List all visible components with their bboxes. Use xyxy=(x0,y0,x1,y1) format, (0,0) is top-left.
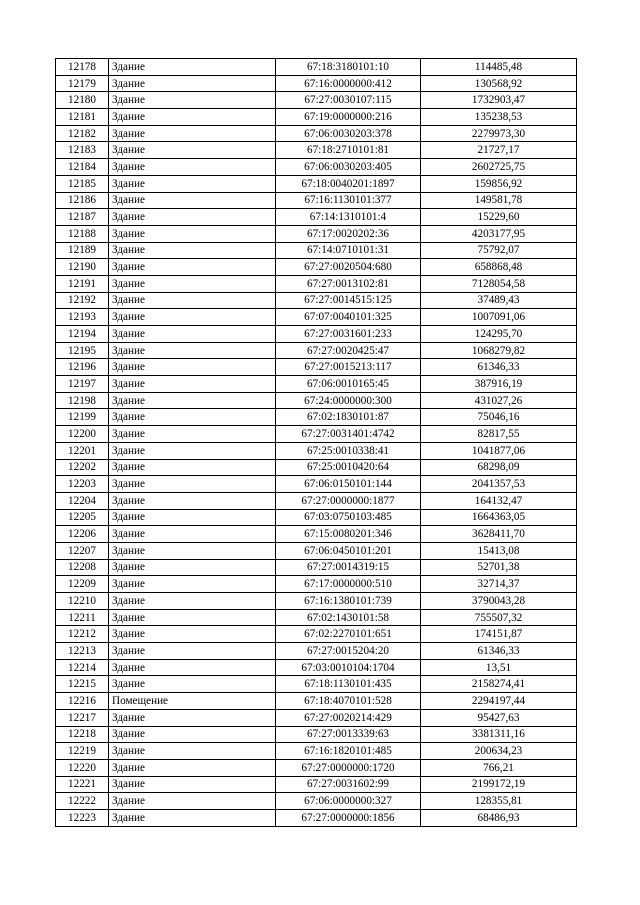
object-type-cell: Здание xyxy=(109,759,276,776)
cadastral-value-cell: 4203177,95 xyxy=(421,225,577,242)
row-number-cell: 12181 xyxy=(56,109,109,126)
cadastral-value-cell: 755507,32 xyxy=(421,609,577,626)
object-type-cell: Здание xyxy=(109,409,276,426)
cadastral-number-cell: 67:27:0031602:99 xyxy=(276,776,421,793)
object-type-cell: Здание xyxy=(109,609,276,626)
object-type-cell: Здание xyxy=(109,442,276,459)
row-number-cell: 12191 xyxy=(56,275,109,292)
cadastral-value-cell: 13,51 xyxy=(421,659,577,676)
object-type-cell: Здание xyxy=(109,75,276,92)
object-type-cell: Здание xyxy=(109,459,276,476)
object-type-cell: Здание xyxy=(109,142,276,159)
table-row xyxy=(56,693,577,710)
cadastral-value-cell: 15229,60 xyxy=(421,209,577,226)
table-row xyxy=(56,726,577,743)
row-number-cell: 12210 xyxy=(56,593,109,610)
table-row xyxy=(56,626,577,643)
table-row xyxy=(56,426,577,443)
cadastral-number-cell: 67:27:0020214:429 xyxy=(276,709,421,726)
property-table-body xyxy=(56,59,577,827)
cadastral-value-cell: 149581,78 xyxy=(421,192,577,209)
cadastral-value-cell: 1068279,82 xyxy=(421,342,577,359)
cadastral-value-cell: 128355,81 xyxy=(421,793,577,810)
cadastral-value-cell: 75792,07 xyxy=(421,242,577,259)
cadastral-value-cell: 200634,23 xyxy=(421,743,577,760)
object-type-cell: Здание xyxy=(109,659,276,676)
cadastral-number-cell: 67:27:0031401:4742 xyxy=(276,426,421,443)
table-row xyxy=(56,492,577,509)
cadastral-value-cell: 1732903,47 xyxy=(421,92,577,109)
row-number-cell: 12187 xyxy=(56,209,109,226)
cadastral-value-cell: 174151,87 xyxy=(421,626,577,643)
row-number-cell: 12195 xyxy=(56,342,109,359)
row-number-cell: 12215 xyxy=(56,676,109,693)
row-number-cell: 12200 xyxy=(56,426,109,443)
cadastral-number-cell: 67:14:1310101:4 xyxy=(276,209,421,226)
cadastral-value-cell: 3628411,70 xyxy=(421,526,577,543)
cadastral-value-cell: 95427,63 xyxy=(421,709,577,726)
row-number-cell: 12183 xyxy=(56,142,109,159)
cadastral-value-cell: 2602725,75 xyxy=(421,159,577,176)
table-row xyxy=(56,342,577,359)
object-type-cell: Здание xyxy=(109,259,276,276)
row-number-cell: 12201 xyxy=(56,442,109,459)
object-type-cell: Здание xyxy=(109,359,276,376)
table-row xyxy=(56,743,577,760)
cadastral-number-cell: 67:02:2270101:651 xyxy=(276,626,421,643)
table-row xyxy=(56,542,577,559)
cadastral-value-cell: 2041357,53 xyxy=(421,476,577,493)
cadastral-number-cell: 67:06:0030203:405 xyxy=(276,159,421,176)
cadastral-number-cell: 67:27:0014319:15 xyxy=(276,559,421,576)
object-type-cell: Здание xyxy=(109,593,276,610)
object-type-cell: Здание xyxy=(109,309,276,326)
row-number-cell: 12182 xyxy=(56,125,109,142)
cadastral-value-cell: 52701,38 xyxy=(421,559,577,576)
cadastral-value-cell: 82817,55 xyxy=(421,426,577,443)
object-type-cell: Здание xyxy=(109,476,276,493)
cadastral-value-cell: 135238,53 xyxy=(421,109,577,126)
cadastral-value-cell: 1041877,06 xyxy=(421,442,577,459)
row-number-cell: 12194 xyxy=(56,326,109,343)
cadastral-value-cell: 61346,33 xyxy=(421,359,577,376)
table-row xyxy=(56,275,577,292)
table-row xyxy=(56,309,577,326)
cadastral-number-cell: 67:27:0020425:47 xyxy=(276,342,421,359)
table-row xyxy=(56,376,577,393)
row-number-cell: 12188 xyxy=(56,225,109,242)
object-type-cell: Здание xyxy=(109,109,276,126)
row-number-cell: 12211 xyxy=(56,609,109,626)
object-type-cell: Здание xyxy=(109,242,276,259)
table-row xyxy=(56,776,577,793)
row-number-cell: 12221 xyxy=(56,776,109,793)
cadastral-number-cell: 67:25:0010338:41 xyxy=(276,442,421,459)
table-row xyxy=(56,809,577,826)
cadastral-number-cell: 67:06:0450101:201 xyxy=(276,542,421,559)
cadastral-number-cell: 67:27:0013102:81 xyxy=(276,275,421,292)
cadastral-number-cell: 67:25:0010420:64 xyxy=(276,459,421,476)
table-row xyxy=(56,659,577,676)
cadastral-number-cell: 67:27:0000000:1720 xyxy=(276,759,421,776)
row-number-cell: 12189 xyxy=(56,242,109,259)
row-number-cell: 12207 xyxy=(56,542,109,559)
cadastral-number-cell: 67:02:1430101:58 xyxy=(276,609,421,626)
object-type-cell: Здание xyxy=(109,159,276,176)
object-type-cell: Здание xyxy=(109,225,276,242)
table-row xyxy=(56,259,577,276)
cadastral-value-cell: 61346,33 xyxy=(421,643,577,660)
cadastral-value-cell: 130568,92 xyxy=(421,75,577,92)
table-row xyxy=(56,292,577,309)
cadastral-number-cell: 67:14:0710101:31 xyxy=(276,242,421,259)
cadastral-number-cell: 67:27:0015213:117 xyxy=(276,359,421,376)
cadastral-value-cell: 164132,47 xyxy=(421,492,577,509)
cadastral-number-cell: 67:18:0040201:1897 xyxy=(276,175,421,192)
row-number-cell: 12196 xyxy=(56,359,109,376)
table-row xyxy=(56,526,577,543)
object-type-cell: Здание xyxy=(109,192,276,209)
object-type-cell: Здание xyxy=(109,292,276,309)
object-type-cell: Здание xyxy=(109,59,276,76)
row-number-cell: 12213 xyxy=(56,643,109,660)
row-number-cell: 12218 xyxy=(56,726,109,743)
cadastral-number-cell: 67:07:0040101:325 xyxy=(276,309,421,326)
table-row xyxy=(56,175,577,192)
row-number-cell: 12193 xyxy=(56,309,109,326)
cadastral-number-cell: 67:18:4070101:528 xyxy=(276,693,421,710)
cadastral-number-cell: 67:18:2710101:81 xyxy=(276,142,421,159)
property-table xyxy=(55,58,577,827)
row-number-cell: 12208 xyxy=(56,559,109,576)
object-type-cell: Здание xyxy=(109,559,276,576)
object-type-cell: Здание xyxy=(109,342,276,359)
table-row xyxy=(56,509,577,526)
cadastral-value-cell: 3790043,28 xyxy=(421,593,577,610)
row-number-cell: 12223 xyxy=(56,809,109,826)
row-number-cell: 12203 xyxy=(56,476,109,493)
object-type-cell: Здание xyxy=(109,709,276,726)
cadastral-value-cell: 75046,16 xyxy=(421,409,577,426)
row-number-cell: 12219 xyxy=(56,743,109,760)
cadastral-number-cell: 67:24:0000000:300 xyxy=(276,392,421,409)
cadastral-number-cell: 67:27:0030107:115 xyxy=(276,92,421,109)
row-number-cell: 12197 xyxy=(56,376,109,393)
row-number-cell: 12222 xyxy=(56,793,109,810)
object-type-cell: Здание xyxy=(109,92,276,109)
cadastral-value-cell: 431027,26 xyxy=(421,392,577,409)
table-row xyxy=(56,793,577,810)
row-number-cell: 12212 xyxy=(56,626,109,643)
cadastral-number-cell: 67:06:0030203:378 xyxy=(276,125,421,142)
table-row xyxy=(56,643,577,660)
cadastral-value-cell: 1664363,05 xyxy=(421,509,577,526)
table-row xyxy=(56,609,577,626)
object-type-cell: Помещение xyxy=(109,693,276,710)
cadastral-value-cell: 68298,09 xyxy=(421,459,577,476)
cadastral-number-cell: 67:27:0000000:1856 xyxy=(276,809,421,826)
cadastral-number-cell: 67:27:0000000:1877 xyxy=(276,492,421,509)
row-number-cell: 12205 xyxy=(56,509,109,526)
cadastral-value-cell: 159856,92 xyxy=(421,175,577,192)
table-row xyxy=(56,476,577,493)
object-type-cell: Здание xyxy=(109,809,276,826)
object-type-cell: Здание xyxy=(109,376,276,393)
cadastral-number-cell: 67:18:1130101:435 xyxy=(276,676,421,693)
table-row xyxy=(56,59,577,76)
row-number-cell: 12214 xyxy=(56,659,109,676)
object-type-cell: Здание xyxy=(109,776,276,793)
cadastral-number-cell: 67:16:1130101:377 xyxy=(276,192,421,209)
object-type-cell: Здание xyxy=(109,726,276,743)
table-row xyxy=(56,576,577,593)
object-type-cell: Здание xyxy=(109,643,276,660)
cadastral-number-cell: 67:16:1380101:739 xyxy=(276,593,421,610)
cadastral-value-cell: 1007091,06 xyxy=(421,309,577,326)
cadastral-number-cell: 67:03:0010104:1704 xyxy=(276,659,421,676)
cadastral-number-cell: 67:16:0000000:412 xyxy=(276,75,421,92)
row-number-cell: 12178 xyxy=(56,59,109,76)
object-type-cell: Здание xyxy=(109,125,276,142)
object-type-cell: Здание xyxy=(109,326,276,343)
cadastral-number-cell: 67:27:0015204:20 xyxy=(276,643,421,660)
table-row xyxy=(56,359,577,376)
object-type-cell: Здание xyxy=(109,209,276,226)
cadastral-number-cell: 67:06:0010165:45 xyxy=(276,376,421,393)
cadastral-value-cell: 2199172,19 xyxy=(421,776,577,793)
cadastral-number-cell: 67:06:0150101:144 xyxy=(276,476,421,493)
table-row xyxy=(56,593,577,610)
row-number-cell: 12202 xyxy=(56,459,109,476)
row-number-cell: 12179 xyxy=(56,75,109,92)
table-row xyxy=(56,676,577,693)
row-number-cell: 12209 xyxy=(56,576,109,593)
object-type-cell: Здание xyxy=(109,676,276,693)
row-number-cell: 12184 xyxy=(56,159,109,176)
object-type-cell: Здание xyxy=(109,392,276,409)
object-type-cell: Здание xyxy=(109,526,276,543)
row-number-cell: 12192 xyxy=(56,292,109,309)
cadastral-value-cell: 37489,43 xyxy=(421,292,577,309)
row-number-cell: 12180 xyxy=(56,92,109,109)
row-number-cell: 12199 xyxy=(56,409,109,426)
cadastral-value-cell: 32714,37 xyxy=(421,576,577,593)
cadastral-value-cell: 3381311,16 xyxy=(421,726,577,743)
cadastral-value-cell: 124295,70 xyxy=(421,326,577,343)
cadastral-number-cell: 67:19:0000000:216 xyxy=(276,109,421,126)
cadastral-number-cell: 67:18:3180101:10 xyxy=(276,59,421,76)
table-row xyxy=(56,459,577,476)
cadastral-value-cell: 2294197,44 xyxy=(421,693,577,710)
object-type-cell: Здание xyxy=(109,175,276,192)
cadastral-number-cell: 67:27:0031601:233 xyxy=(276,326,421,343)
cadastral-value-cell: 21727,17 xyxy=(421,142,577,159)
table-row xyxy=(56,559,577,576)
table-row xyxy=(56,159,577,176)
table-row xyxy=(56,759,577,776)
table-row xyxy=(56,125,577,142)
table-row xyxy=(56,326,577,343)
table-row xyxy=(56,242,577,259)
table-row xyxy=(56,709,577,726)
cadastral-value-cell: 15413,08 xyxy=(421,542,577,559)
object-type-cell: Здание xyxy=(109,793,276,810)
cadastral-number-cell: 67:27:0013339:63 xyxy=(276,726,421,743)
row-number-cell: 12198 xyxy=(56,392,109,409)
table-row xyxy=(56,209,577,226)
table-row xyxy=(56,225,577,242)
cadastral-value-cell: 658868,48 xyxy=(421,259,577,276)
object-type-cell: Здание xyxy=(109,426,276,443)
object-type-cell: Здание xyxy=(109,743,276,760)
row-number-cell: 12216 xyxy=(56,693,109,710)
cadastral-value-cell: 2158274,41 xyxy=(421,676,577,693)
cadastral-number-cell: 67:16:1820101:485 xyxy=(276,743,421,760)
row-number-cell: 12220 xyxy=(56,759,109,776)
cadastral-number-cell: 67:27:0020504:680 xyxy=(276,259,421,276)
cadastral-value-cell: 68486,93 xyxy=(421,809,577,826)
row-number-cell: 12186 xyxy=(56,192,109,209)
cadastral-number-cell: 67:27:0014515:125 xyxy=(276,292,421,309)
table-row xyxy=(56,409,577,426)
object-type-cell: Здание xyxy=(109,275,276,292)
row-number-cell: 12204 xyxy=(56,492,109,509)
table-row xyxy=(56,442,577,459)
object-type-cell: Здание xyxy=(109,509,276,526)
object-type-cell: Здание xyxy=(109,492,276,509)
object-type-cell: Здание xyxy=(109,576,276,593)
row-number-cell: 12185 xyxy=(56,175,109,192)
cadastral-value-cell: 387916,19 xyxy=(421,376,577,393)
cadastral-number-cell: 67:02:1830101:87 xyxy=(276,409,421,426)
table-row xyxy=(56,75,577,92)
cadastral-value-cell: 114485,48 xyxy=(421,59,577,76)
cadastral-value-cell: 766,21 xyxy=(421,759,577,776)
cadastral-number-cell: 67:15:0080201:346 xyxy=(276,526,421,543)
cadastral-value-cell: 7128054,58 xyxy=(421,275,577,292)
table-row xyxy=(56,392,577,409)
table-row xyxy=(56,109,577,126)
table-row xyxy=(56,142,577,159)
object-type-cell: Здание xyxy=(109,626,276,643)
cadastral-value-cell: 2279973,30 xyxy=(421,125,577,142)
row-number-cell: 12206 xyxy=(56,526,109,543)
object-type-cell: Здание xyxy=(109,542,276,559)
cadastral-number-cell: 67:06:0000000:327 xyxy=(276,793,421,810)
cadastral-number-cell: 67:17:0020202:36 xyxy=(276,225,421,242)
cadastral-number-cell: 67:17:0000000:510 xyxy=(276,576,421,593)
table-row xyxy=(56,192,577,209)
table-row xyxy=(56,92,577,109)
row-number-cell: 12190 xyxy=(56,259,109,276)
row-number-cell: 12217 xyxy=(56,709,109,726)
cadastral-number-cell: 67:03:0750103:485 xyxy=(276,509,421,526)
